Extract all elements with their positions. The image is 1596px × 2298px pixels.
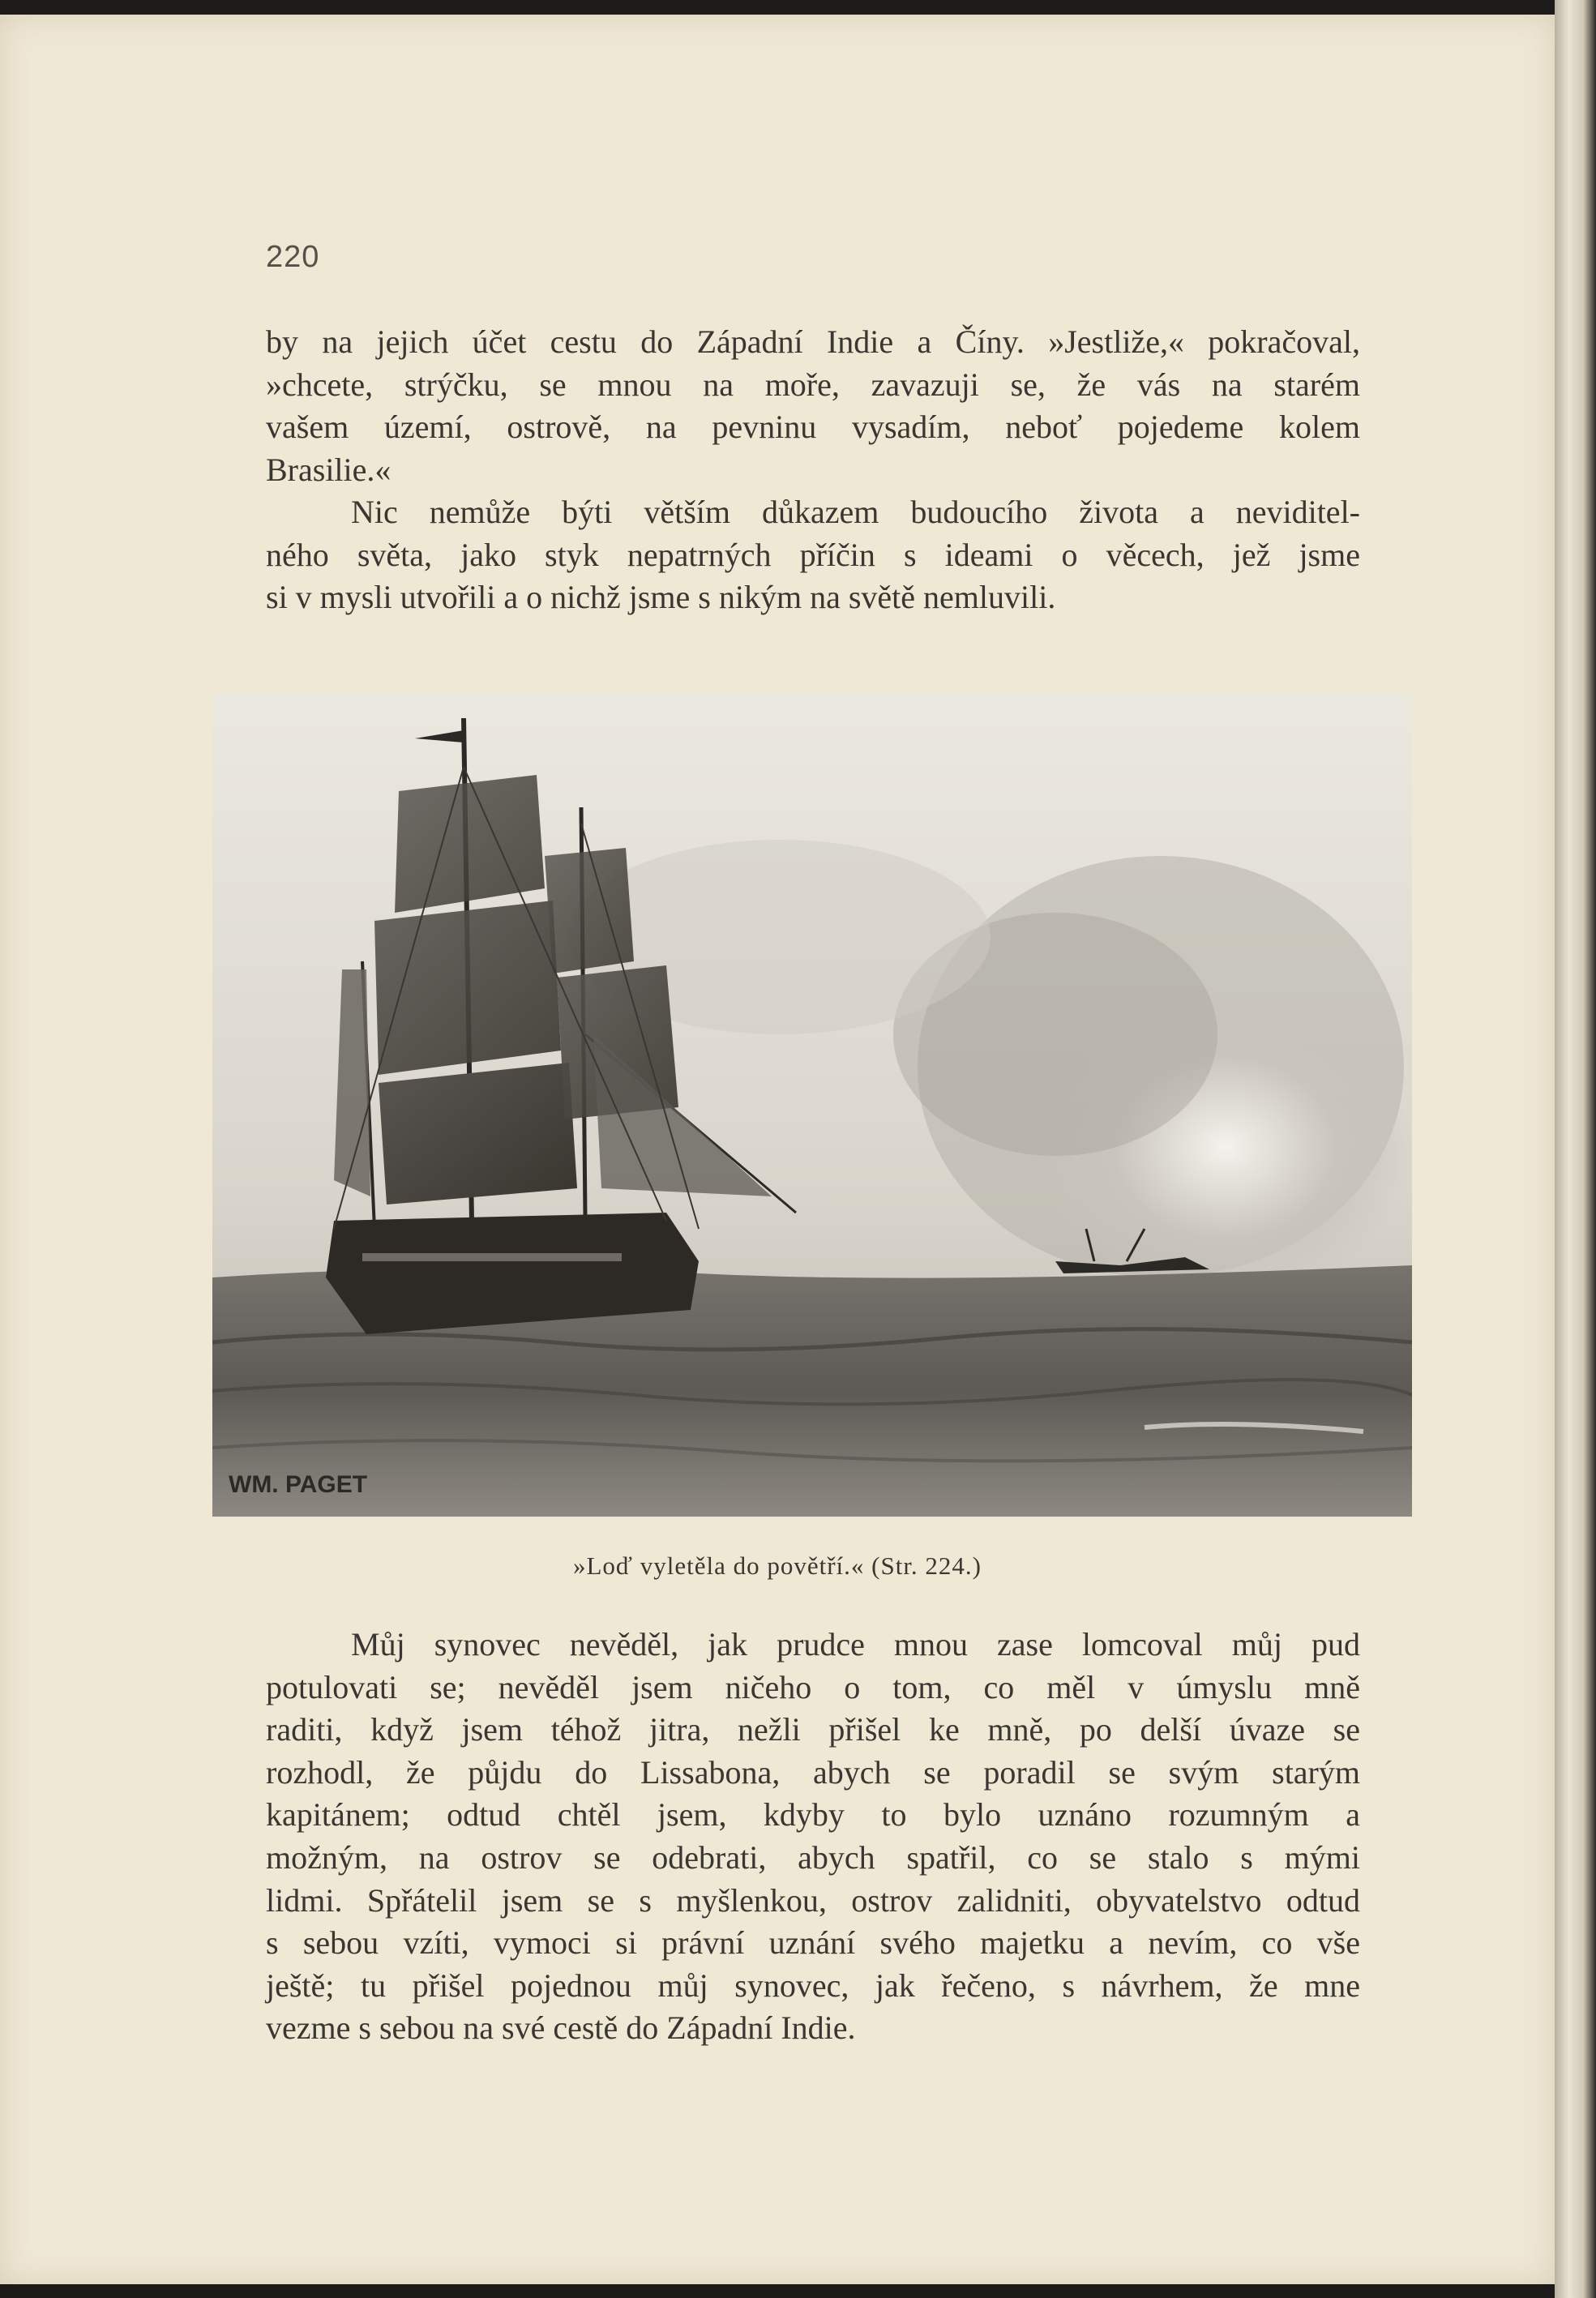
artist-signature: WM. PAGET — [229, 1471, 368, 1498]
book-page — [0, 15, 1555, 2284]
paragraph — [266, 1624, 1360, 2050]
figure-caption: »Loď vyletěla do povětří.« (Str. 224.) — [572, 1551, 982, 1580]
sail — [379, 1063, 577, 1205]
text-line: raditi, když jsem téhož jitra, nežli přišel ke mně, po delší úvaze se — [266, 1711, 1360, 1748]
text-line: rozhodl, že půjdu do Lissabona, abych se poradil se svým starým — [266, 1753, 1360, 1791]
paragraph-continuation — [266, 321, 1360, 491]
text-line: by na jejich účet cestu do Západní Indie a Číny. »Jestliže,« pokračoval, — [266, 323, 1360, 360]
paragraph — [266, 491, 1360, 619]
engraving-ship-explosion — [212, 694, 1412, 1517]
text-line: »chcete, strýčku, se mnou na moře, zavazuji se, že vás na starém — [266, 366, 1360, 403]
text-line: vezme s sebou na své cestě do Západní Indie. — [266, 2009, 856, 2047]
sail — [545, 848, 634, 974]
text-line: možným, na ostrov se odebrati, abych spatřil, co se stalo s mými — [266, 1838, 1360, 1876]
page-number: 220 — [266, 240, 320, 274]
gun-ports — [362, 1253, 622, 1261]
text-line: ného světa, jako styk nepatrných příčin s ideami o věcech, jež jsme — [266, 536, 1360, 573]
text-line: potulovati se; nevěděl jsem ničeho o tom, co měl v úmyslu mně — [266, 1668, 1360, 1705]
text-line: kapitánem; odtud chtěl jsem, kdyby to bylo uznáno rozumným a — [266, 1796, 1360, 1834]
text-line: Brasilie.« — [266, 451, 392, 488]
text-line: Můj synovec nevěděl, jak prudce mnou zase lomcoval můj pud — [351, 1626, 1360, 1663]
text-line: s sebou vzíti, vymoci si právní uznání svého majetku a nevím, co vše — [266, 1924, 1360, 1962]
text-line: Nic nemůže býti větším důkazem budoucího života a neviditel- — [351, 494, 1360, 530]
ship-illustration — [212, 694, 1412, 1517]
text-line: lidmi. Spřátelil jsem se s myšlenkou, ostrov zalidniti, obyvatelstvo odtud — [266, 1881, 1360, 1919]
sail — [395, 775, 545, 913]
book-spine-edge — [1555, 0, 1596, 2298]
text-line: vašem území, ostrově, na pevninu vysadím, neboť pojedeme kolem — [266, 409, 1360, 446]
text-line: ještě; tu přišel pojednou můj synovec, jak řečeno, s návrhem, že mne — [266, 1966, 1360, 2004]
text-line: si v mysli utvořili a o nichž jsme s nikým na světě nemluvili. — [266, 579, 1056, 616]
